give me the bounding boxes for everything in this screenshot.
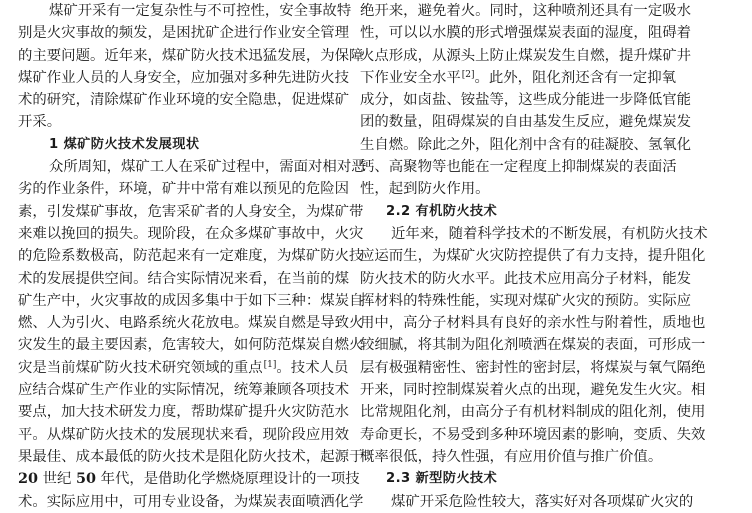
- paragraph-line: 成分，如卤盐、铵盐等，这些成分能进一步降低官能: [360, 92, 691, 109]
- paragraph-line: 煤矿开采危险性较大，落实好对各项煤矿火灾的: [391, 493, 694, 510]
- paragraph-line: 灾发生的最主要因素，危害较大，如何防范煤炭自燃火: [18, 337, 364, 354]
- citation-ref: [2]: [461, 69, 475, 80]
- line-text: 。此外，阻化剂还含有一定抑氧: [474, 69, 676, 86]
- paragraph-line: 要点，加大技术研发力度，帮助煤矿提升火灾防范水: [18, 404, 349, 421]
- paragraph-line: 较细腻，将其制为阻化剂喷洒在煤炭的表面，可形成一: [360, 337, 706, 354]
- line-text: 灾是当前煤矿防火技术研究领域的重点: [18, 359, 263, 376]
- paragraph-line: [18, 357, 349, 379]
- paragraph-line: 防火技术的防火水平。此技术应用高分子材料，能发: [360, 270, 691, 287]
- paragraph-line: 开采。: [18, 114, 62, 131]
- paragraph-line: 术。实际应用中，可用专业设备，为煤炭表面喷洒化学: [18, 493, 364, 510]
- paragraph-line: 来难以挽回的损失。现阶段，在众多煤矿事故中，火灾: [18, 225, 364, 242]
- paragraph-line: 生自燃。除此之外，阻化剂中含有的硅凝胶、氢氧化: [360, 136, 691, 153]
- paragraph-line: 概率很低，持久性强，有应用价值与推广价值。: [360, 448, 663, 465]
- paragraph-line: 比常规阻化剂，由高分子有机材料制成的阻化剂，使用: [360, 404, 706, 421]
- paragraph-line: 矿生产中，火灾事故的成因多集中于如下三种：煤炭自: [18, 292, 364, 309]
- century-number: 20: [18, 470, 39, 488]
- section-heading: 1 煤矿防火技术发展现状: [49, 136, 200, 152]
- paragraph-line: 果最佳、成本最低的防火技术是阻化防火技术，起源于: [18, 448, 364, 465]
- paragraph-line: 术的研究，清除煤矿作业环境的安全隐患，促进煤矿: [18, 92, 349, 109]
- paragraph-line: 近年来，随着科学技术的不断发展，有机防火技术: [391, 225, 708, 242]
- section-heading: 2.2 有机防火技术: [386, 203, 498, 219]
- paragraph-line: 层有极强精密性、密封性的密封层，将煤炭与氧气隔绝: [360, 359, 706, 376]
- paragraph-line: [360, 67, 706, 89]
- paragraph-line: 寿命更长，不易受到多种环境因素的影响，变质、失效: [360, 426, 706, 443]
- line-text: 。技术人员: [276, 359, 349, 376]
- paragraph-line: 煤矿开采有一定复杂性与不可控性，安全事故特: [49, 3, 352, 19]
- line-text: 年代，是借助化学燃烧原理设计的一项技: [96, 471, 360, 488]
- paragraph-line: 别是火灾事故的频发，是困扰矿企进行作业安全管理: [18, 25, 349, 42]
- line-text: 下作业安全水平: [360, 69, 461, 86]
- paragraph-line: 术的发展提供空间。结合实际情况来看，在当前的煤: [18, 270, 349, 287]
- paragraph-line: 煤矿作业人员的人身安全，应加强对多种先进防火技: [18, 69, 349, 86]
- decade-number: 50: [75, 470, 96, 488]
- paragraph-line: 劣的作业条件，环境，矿井中常有难以预见的危险因: [18, 181, 349, 198]
- paragraph-line: 平。从煤矿防火技术的发展现状来看，现阶段应用效: [18, 426, 349, 443]
- line-text: 世纪: [38, 471, 76, 488]
- paragraph-line: 应运而生，为煤矿火灾防控提供了有力支持，提升阻化: [360, 248, 706, 265]
- citation-ref: [1]: [263, 359, 277, 370]
- paragraph-line: 燃、人为引火、电路系统火花放电。煤炭自燃是导致火: [18, 315, 364, 332]
- paragraph-line: 挥材料的特殊性能，实现对煤矿火灾的预防。实际应: [360, 292, 691, 309]
- paragraph-line: 开来，同时控制煤炭着火点的出现，避免发生火灾。相: [360, 382, 706, 399]
- paragraph-line: 用中，高分子材料具有良好的亲水性与附着性，质地也: [360, 315, 706, 332]
- paragraph-line: 的危险系数极高，防范起来有一定难度，为煤矿防火技: [18, 248, 364, 265]
- right-column: [360, 0, 706, 513]
- paragraph-line: 火点形成，从源头上防止煤炭发生自燃，提升煤矿井: [360, 47, 691, 64]
- paragraph-line: 钙、高聚物等也能在一定程度上抑制煤炭的表面活: [360, 159, 677, 176]
- paragraph-line: [18, 468, 360, 490]
- paragraph-line: 团的数量，阻碍煤炭的自由基发生反应，避免煤炭发: [360, 114, 691, 131]
- paragraph-line: 性，起到防火作用。: [360, 181, 490, 198]
- paragraph-line: 性，可以以水膜的形式增强煤炭表面的湿度，阻碍着: [360, 25, 691, 42]
- section-heading: 2.3 新型防火技术: [386, 471, 498, 487]
- paragraph-line: 素，引发煤矿事故，危害采矿者的人身安全，为煤矿带: [18, 203, 364, 220]
- paragraph-line: 的主要问题。近年来，煤矿防火技术迅猛发展，为保障: [18, 47, 364, 64]
- paragraph-line: 绝开来，避免着火。同时，这种喷剂还具有一定吸水: [360, 3, 691, 19]
- left-column: [18, 0, 366, 513]
- paragraph-line: 众所周知，煤矿工人在采矿过程中，需面对相对恶: [49, 159, 366, 176]
- paragraph-line: 应结合煤矿生产作业的实际情况，统筹兼顾各项技术: [18, 382, 349, 399]
